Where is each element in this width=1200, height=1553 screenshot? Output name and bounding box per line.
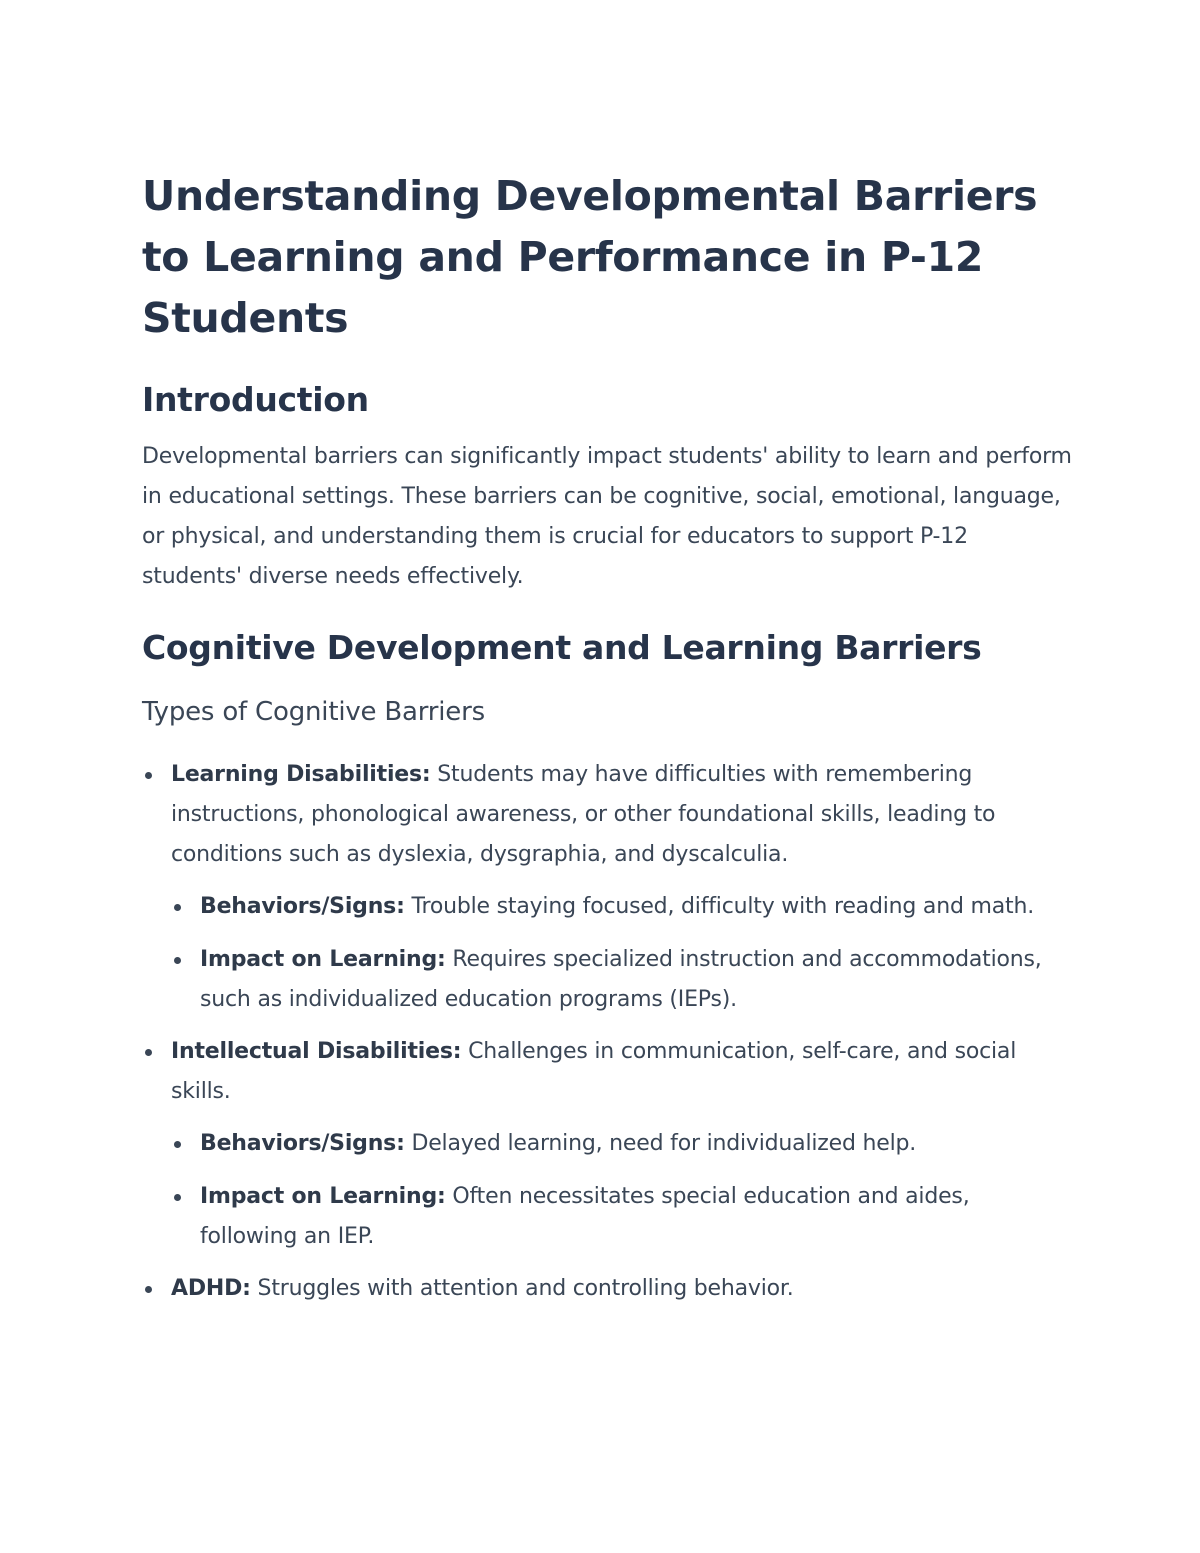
list-item-text: Challenges in communication, self-care, and social skills. bbox=[171, 1039, 1017, 1104]
cognitive-barriers-list bbox=[142, 755, 1072, 1309]
sub-item-label: Behaviors/Signs: bbox=[200, 894, 405, 919]
sub-list-item-behaviors bbox=[171, 887, 1072, 927]
sub-item-text: Delayed learning, need for individualized help. bbox=[404, 1131, 917, 1156]
cognitive-barriers-subheading: Types of Cognitive Barriers bbox=[142, 697, 485, 727]
sub-item-label: Impact on Learning: bbox=[200, 1184, 446, 1209]
bullet-icon bbox=[145, 1049, 152, 1056]
cognitive-section-heading: Cognitive Development and Learning Barriers bbox=[142, 628, 982, 667]
sub-list-item-impact bbox=[171, 1177, 1072, 1257]
list-item-text: Struggles with attention and controlling behavior. bbox=[250, 1276, 794, 1301]
list-item-label: Intellectual Disabilities: bbox=[171, 1039, 462, 1064]
bullet-icon bbox=[174, 904, 181, 911]
sub-list-item-behaviors bbox=[171, 1124, 1072, 1164]
list-item-label: Learning Disabilities: bbox=[171, 762, 431, 787]
bullet-icon bbox=[174, 957, 181, 964]
document-title: Understanding Developmental Barriers to Learning and Performance in P-12 Students bbox=[142, 172, 1038, 342]
bullet-icon bbox=[174, 1194, 181, 1201]
list-item-intellectual-disabilities bbox=[142, 1032, 1072, 1257]
sub-list bbox=[171, 1124, 1072, 1257]
list-item-learning-disabilities bbox=[142, 755, 1072, 1020]
bullet-icon bbox=[145, 1286, 152, 1293]
sub-item-text: Requires specialized instruction and accommodations, such as individualized education programs (IEPs). bbox=[200, 947, 1042, 1012]
list-item-label: ADHD: bbox=[171, 1276, 251, 1301]
sub-item-text: Often necessitates special education and aides, following an IEP. bbox=[200, 1184, 970, 1249]
introduction-heading: Introduction bbox=[142, 380, 369, 419]
sub-list-item-impact bbox=[171, 940, 1072, 1020]
sub-item-text: Trouble staying focused, difficulty with reading and math. bbox=[404, 894, 1034, 919]
document-content bbox=[142, 166, 1072, 1321]
list-item-adhd bbox=[142, 1269, 1072, 1309]
sub-item-label: Behaviors/Signs: bbox=[200, 1131, 405, 1156]
list-item-text: Students may have difficulties with remembering instructions, phonological awareness, or other foundational skills, leading to conditions such as dyslexia, dysgraphia, and dyscalculia. bbox=[171, 762, 996, 867]
bullet-icon bbox=[174, 1141, 181, 1148]
bullet-icon bbox=[145, 772, 152, 779]
sub-list bbox=[171, 887, 1072, 1020]
sub-item-label: Impact on Learning: bbox=[200, 947, 446, 972]
introduction-paragraph: Developmental barriers can significantly impact students' ability to learn and perform in educational settings. These barriers can be cognitive, social, emotional, language, or physical, and understanding them is crucial for educators to support P-12 students' diverse needs effectively. bbox=[142, 444, 1072, 589]
